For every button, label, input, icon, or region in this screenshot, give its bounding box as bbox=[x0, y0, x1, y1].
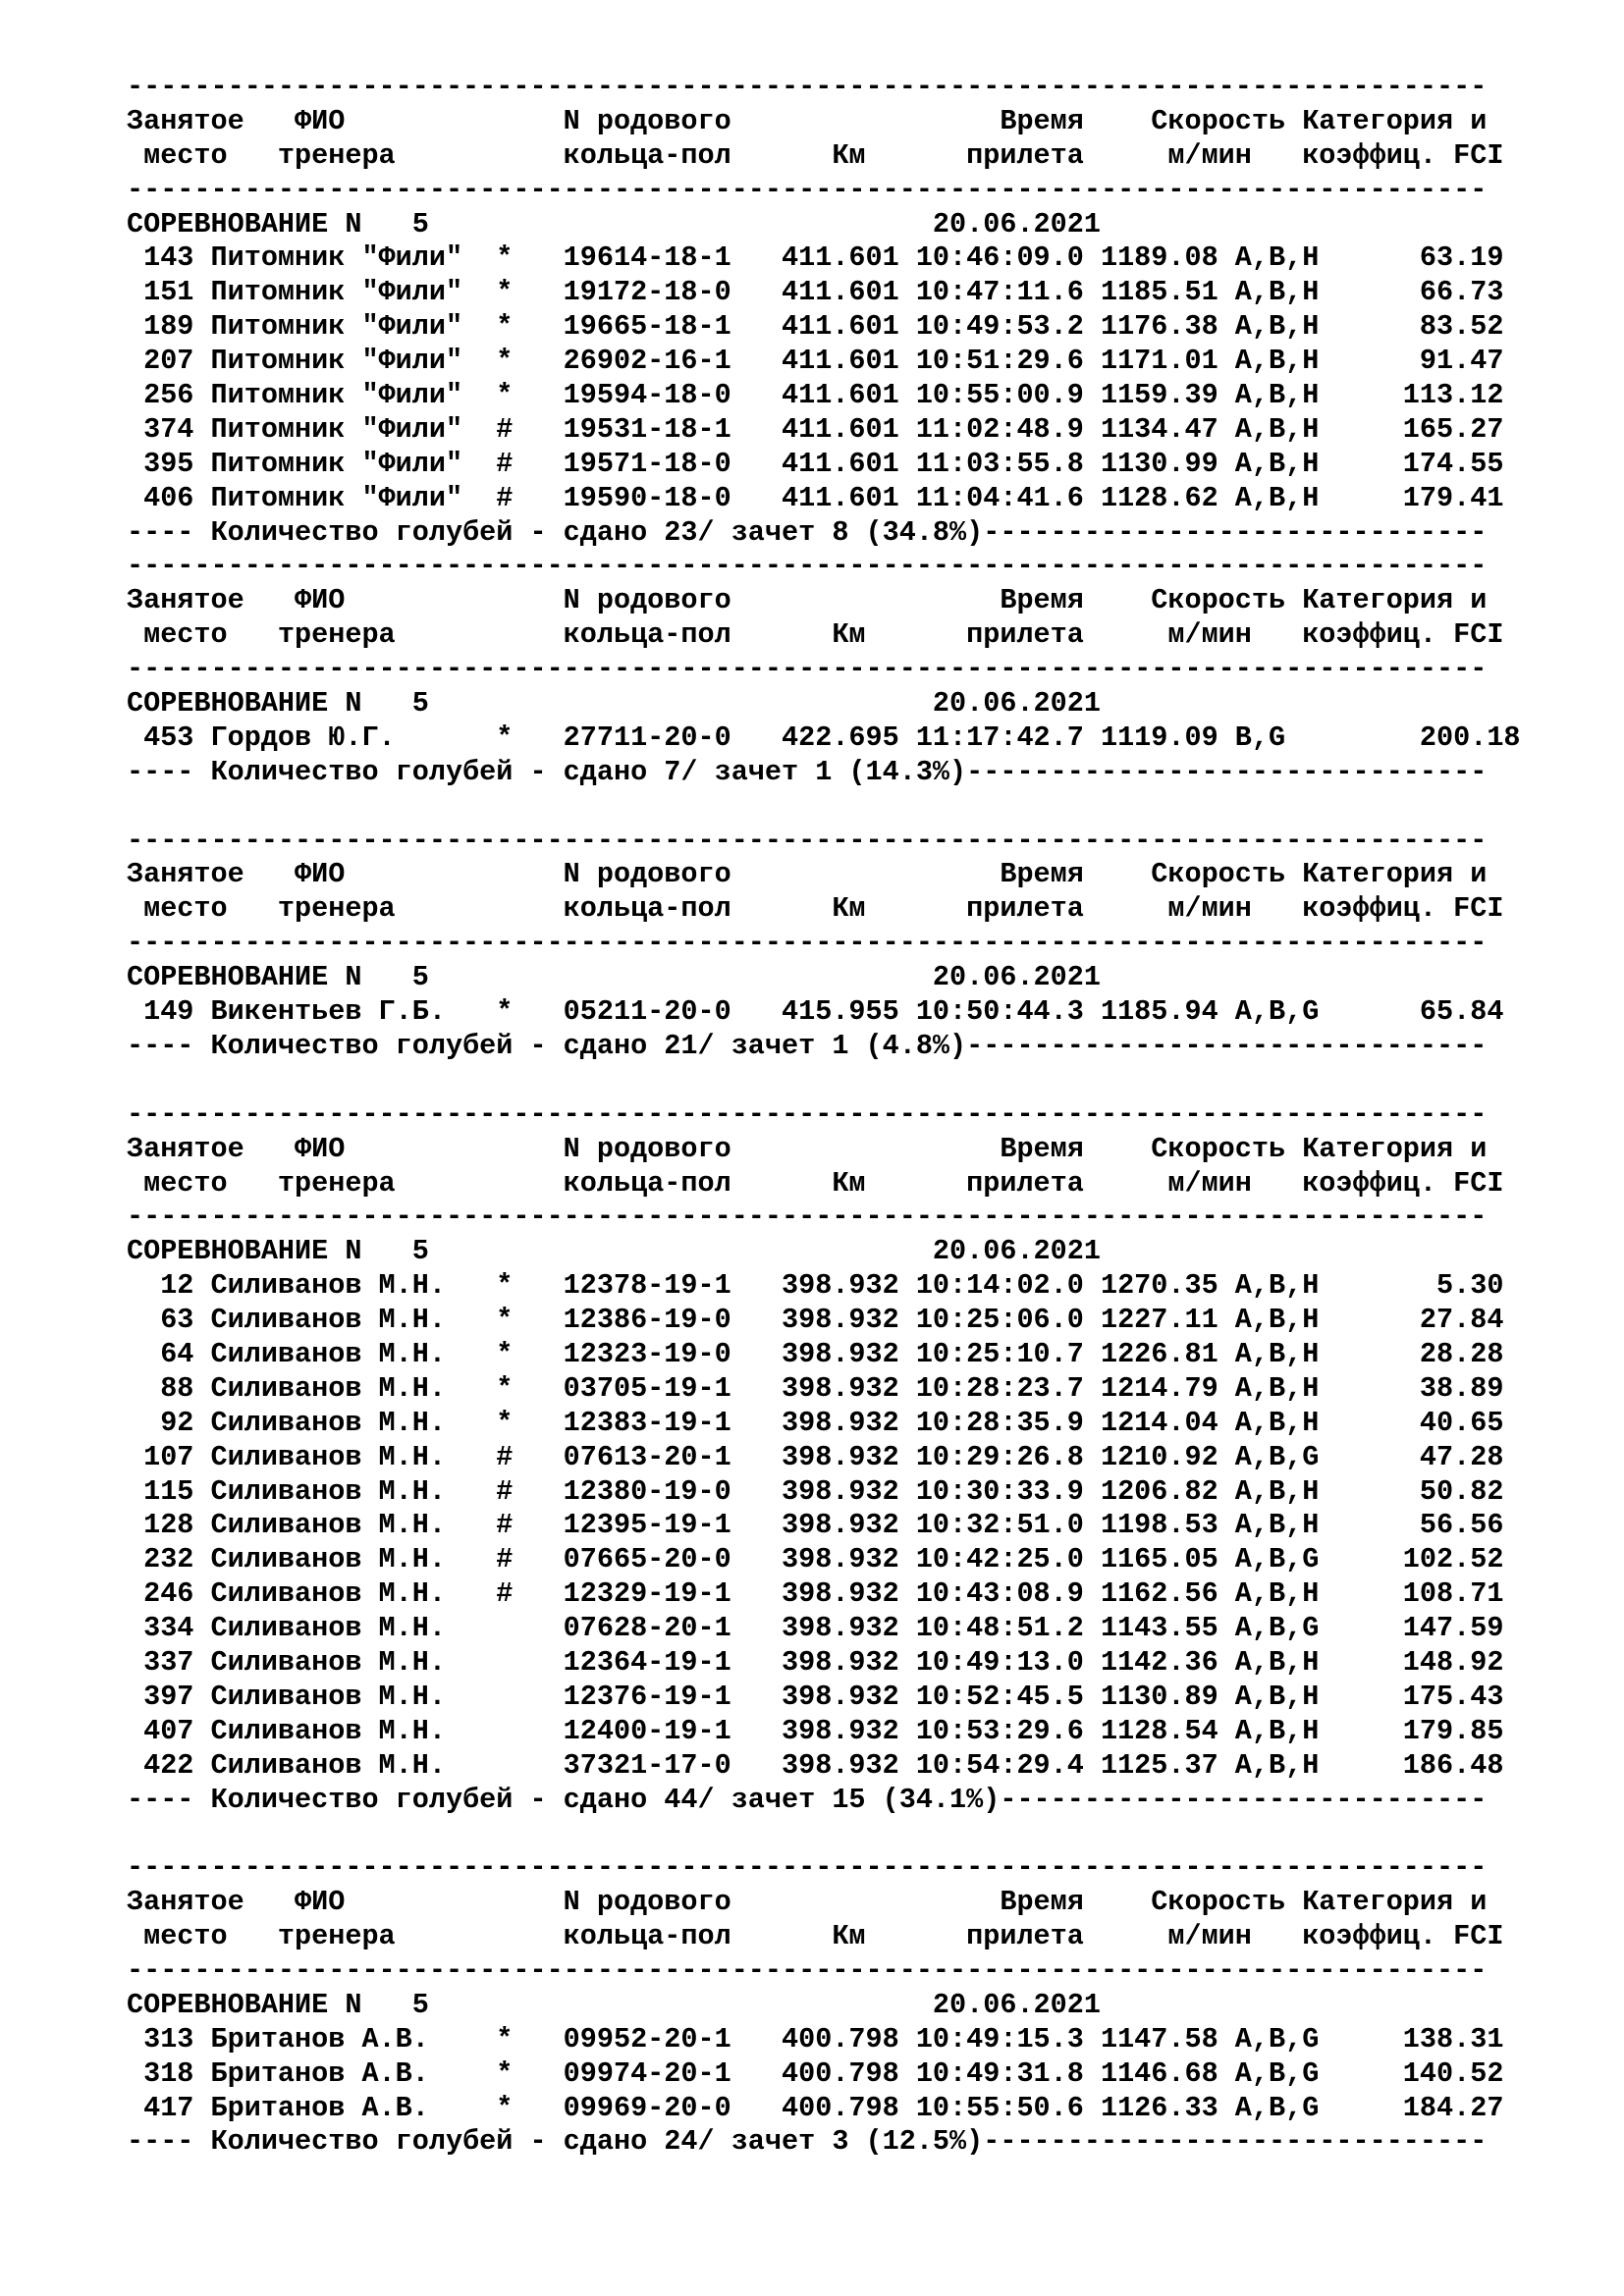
header-line-1: Занятое ФИО N родового Время Скорость Категория и bbox=[127, 858, 1488, 891]
result-row: 232 Силиванов М.Н. # 07665-20-0 398.932 10:42:25.0 1165.05 A,B,G 102.52 bbox=[127, 1543, 1504, 1576]
result-block bbox=[127, 1851, 1599, 2160]
competition-title: СОРЕВНОВАНИЕ N 5 20.06.2021 bbox=[127, 1988, 1101, 2021]
results-report bbox=[127, 71, 1599, 2160]
result-row: 246 Силиванов М.Н. # 12329-19-1 398.932 10:43:08.9 1162.56 A,B,H 108.71 bbox=[127, 1577, 1504, 1611]
result-row: 453 Гордов Ю.Г. * 27711-20-0 422.695 11:17:42.7 1119.09 B,G 200.18 bbox=[127, 721, 1521, 754]
result-row: 407 Силиванов М.Н. 12400-19-1 398.932 10:53:29.6 1128.54 A,B,H 179.85 bbox=[127, 1714, 1504, 1747]
rule-line: --------------------------------------------------------------------------------- bbox=[127, 653, 1488, 686]
result-row: 128 Силиванов М.Н. # 12395-19-1 398.932 10:32:51.0 1198.53 A,B,H 56.56 bbox=[127, 1509, 1504, 1542]
header-line-2: место тренера кольца-пол Км прилета м/мин коэффиц. FCI bbox=[127, 1920, 1504, 1953]
header-line-1: Занятое ФИО N родового Время Скорость Категория и bbox=[127, 1132, 1488, 1165]
summary-line: ---- Количество голубей - сдано 24/ зачет 3 (12.5%)------------------------------ bbox=[127, 2125, 1488, 2159]
result-row: 88 Силиванов М.Н. * 03705-19-1 398.932 10:28:23.7 1214.79 A,B,H 38.89 bbox=[127, 1371, 1504, 1405]
result-row: 406 Питомник "Фили" # 19590-18-0 411.601 11:04:41.6 1128.62 A,B,H 179.41 bbox=[127, 481, 1504, 514]
competition-title: СОРЕВНОВАНИЕ N 5 20.06.2021 bbox=[127, 961, 1101, 994]
result-row: 397 Силиванов М.Н. 12376-19-1 398.932 10:52:45.5 1130.89 A,B,H 175.43 bbox=[127, 1680, 1504, 1713]
summary-line: ---- Количество голубей - сдано 44/ зачет 15 (34.1%)----------------------------- bbox=[127, 1783, 1488, 1816]
result-row: 107 Силиванов М.Н. # 07613-20-1 398.932 10:29:26.8 1210.92 A,B,G 47.28 bbox=[127, 1440, 1504, 1473]
blank-line bbox=[127, 790, 1599, 825]
rule-line: --------------------------------------------------------------------------------- bbox=[127, 71, 1488, 103]
rule-line: --------------------------------------------------------------------------------- bbox=[127, 550, 1488, 583]
header-line-2: место тренера кольца-пол Км прилета м/мин коэффиц. FCI bbox=[127, 1166, 1504, 1200]
blank-line bbox=[127, 1817, 1599, 1851]
competition-title: СОРЕВНОВАНИЕ N 5 20.06.2021 bbox=[127, 687, 1101, 721]
result-row: 313 Британов А.В. * 09952-20-1 400.798 10:49:15.3 1147.58 A,B,G 138.31 bbox=[127, 2022, 1504, 2056]
result-block bbox=[127, 825, 1599, 1098]
result-row: 115 Силиванов М.Н. # 12380-19-0 398.932 10:30:33.9 1206.82 A,B,H 50.82 bbox=[127, 1474, 1504, 1508]
result-row: 374 Питомник "Фили" # 19531-18-1 411.601 11:02:48.9 1134.47 A,B,H 165.27 bbox=[127, 412, 1504, 446]
result-row: 143 Питомник "Фили" * 19614-18-1 411.601 10:46:09.0 1189.08 A,B,H 63.19 bbox=[127, 241, 1504, 275]
header-line-1: Занятое ФИО N родового Время Скорость Категория и bbox=[127, 1886, 1488, 1919]
result-block bbox=[127, 71, 1599, 550]
result-row: 256 Питомник "Фили" * 19594-18-0 411.601 10:55:00.9 1159.39 A,B,H 113.12 bbox=[127, 379, 1504, 412]
result-block bbox=[127, 550, 1599, 824]
competition-title: СОРЕВНОВАНИЕ N 5 20.06.2021 bbox=[127, 1235, 1101, 1268]
result-row: 63 Силиванов М.Н. * 12386-19-0 398.932 10:25:06.0 1227.11 A,B,H 27.84 bbox=[127, 1304, 1504, 1337]
result-row: 12 Силиванов М.Н. * 12378-19-1 398.932 10:14:02.0 1270.35 A,B,H 5.30 bbox=[127, 1269, 1504, 1303]
result-row: 92 Силиванов М.Н. * 12383-19-1 398.932 10:28:35.9 1214.04 A,B,H 40.65 bbox=[127, 1406, 1504, 1439]
result-block bbox=[127, 1098, 1599, 1852]
result-row: 189 Питомник "Фили" * 19665-18-1 411.601 10:49:53.2 1176.38 A,B,H 83.52 bbox=[127, 310, 1504, 344]
rule-line: --------------------------------------------------------------------------------- bbox=[127, 1953, 1488, 1987]
competition-title: СОРЕВНОВАНИЕ N 5 20.06.2021 bbox=[127, 207, 1101, 240]
header-line-2: место тренера кольца-пол Км прилета м/мин коэффиц. FCI bbox=[127, 892, 1504, 926]
result-row: 337 Силиванов М.Н. 12364-19-1 398.932 10:49:13.0 1142.36 A,B,H 148.92 bbox=[127, 1645, 1504, 1679]
rule-line: --------------------------------------------------------------------------------- bbox=[127, 927, 1488, 960]
rule-line: --------------------------------------------------------------------------------- bbox=[127, 1097, 1488, 1131]
blank-line bbox=[127, 1064, 1599, 1098]
summary-line: ---- Количество голубей - сдано 7/ зачет 1 (14.3%)------------------------------- bbox=[127, 755, 1488, 788]
result-row: 64 Силиванов М.Н. * 12323-19-0 398.932 10:25:10.7 1226.81 A,B,H 28.28 bbox=[127, 1337, 1504, 1370]
summary-line: ---- Количество голубей - сдано 21/ зачет 1 (4.8%)------------------------------- bbox=[127, 1029, 1488, 1062]
header-line-2: место тренера кольца-пол Км прилета м/мин коэффиц. FCI bbox=[127, 618, 1504, 652]
summary-line: ---- Количество голубей - сдано 23/ зачет 8 (34.8%)------------------------------ bbox=[127, 515, 1488, 549]
header-line-1: Занятое ФИО N родового Время Скорость Категория и bbox=[127, 584, 1488, 617]
result-row: 422 Силиванов М.Н. 37321-17-0 398.932 10:54:29.4 1125.37 A,B,H 186.48 bbox=[127, 1748, 1504, 1782]
result-row: 417 Британов А.В. * 09969-20-0 400.798 10:55:50.6 1126.33 A,B,G 184.27 bbox=[127, 2091, 1504, 2124]
result-row: 151 Питомник "Фили" * 19172-18-0 411.601 10:47:11.6 1185.51 A,B,H 66.73 bbox=[127, 276, 1504, 309]
rule-line: --------------------------------------------------------------------------------- bbox=[127, 824, 1488, 857]
result-row: 207 Питомник "Фили" * 26902-16-1 411.601 10:51:29.6 1171.01 A,B,H 91.47 bbox=[127, 345, 1504, 378]
header-line-2: место тренера кольца-пол Км прилета м/мин коэффиц. FCI bbox=[127, 138, 1504, 172]
result-row: 334 Силиванов М.Н. 07628-20-1 398.932 10:48:51.2 1143.55 A,B,G 147.59 bbox=[127, 1612, 1504, 1645]
rule-line: --------------------------------------------------------------------------------- bbox=[127, 173, 1488, 206]
rule-line: --------------------------------------------------------------------------------- bbox=[127, 1201, 1488, 1234]
result-row: 318 Британов А.В. * 09974-20-1 400.798 10:49:31.8 1146.68 A,B,G 140.52 bbox=[127, 2056, 1504, 2090]
rule-line: --------------------------------------------------------------------------------- bbox=[127, 1851, 1488, 1885]
result-row: 395 Питомник "Фили" # 19571-18-0 411.601 11:03:55.8 1130.99 A,B,H 174.55 bbox=[127, 447, 1504, 480]
result-row: 149 Викентьев Г.Б. * 05211-20-0 415.955 10:50:44.3 1185.94 A,B,G 65.84 bbox=[127, 995, 1504, 1029]
header-line-1: Занятое ФИО N родового Время Скорость Категория и bbox=[127, 104, 1488, 137]
